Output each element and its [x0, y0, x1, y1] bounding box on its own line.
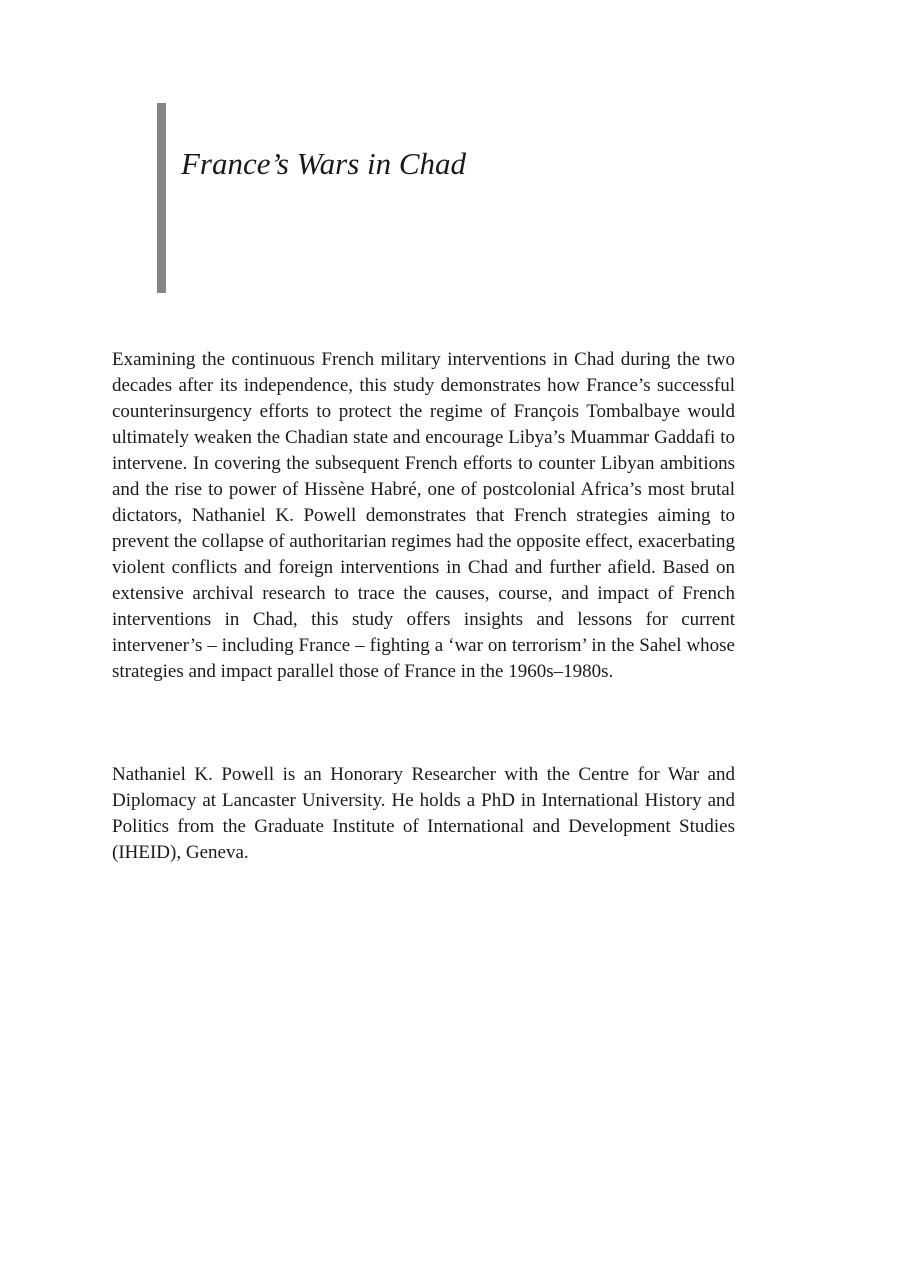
title-accent-bar	[157, 103, 166, 293]
book-title: France’s Wars in Chad	[181, 146, 467, 181]
author-bio: Nathaniel K. Powell is an Honorary Researcher with the Centre for War and Diplomacy at Lancaster University. He holds a PhD in International History and Politics from the Graduate Institute of International and Development Studies (IHEID), Geneva.	[112, 764, 735, 863]
book-description: Examining the continuous French military interventions in Chad during the two decades after its independence, this study demonstrates how France’s successful counterinsurgency efforts to protect the regime of François Tombalbaye would ultimately weaken the Chadian state and encourage Libya’s Muammar Gaddafi to intervene. In covering the subsequent French efforts to counter Libyan ambitions and the rise to power of Hissène Habré, one of postcolonial Africa’s most brutal dictators, Nathaniel K. Powell demonstrates that French strategies aiming to prevent the collapse of authoritarian regimes had the opposite effect, exacerbating violent conflicts and foreign interventions in Chad and further afield. Based on extensive archival research to trace the causes, course, and impact of French interventions in Chad, this study offers insights and lessons for current intervener’s – including France – fighting a ‘war on terrorism’ in the Sahel whose strategies and impact parallel those of France in the 1960s–1980s.	[112, 349, 735, 682]
